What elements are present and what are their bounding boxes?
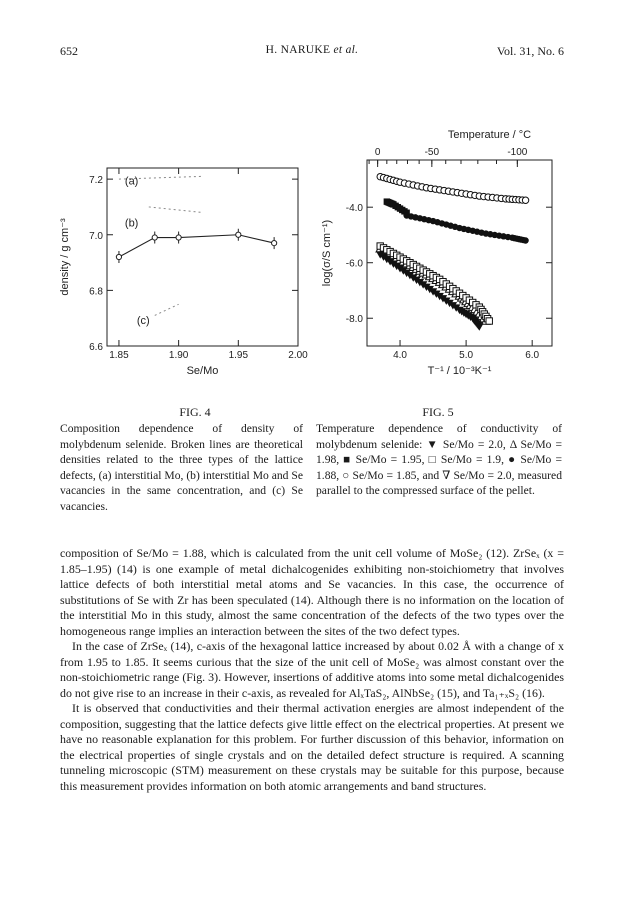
fig5-point-open-square (486, 318, 492, 324)
fig5-y-tick-label: -8.0 (345, 314, 363, 326)
fig4-series-line (119, 235, 274, 257)
fig4-label: FIG. 4 (179, 405, 211, 419)
fig5-x-axis-label: T⁻¹ / 10⁻³K⁻¹ (427, 365, 492, 377)
paragraph-2: In the case of ZrSeₓ (14), c-axis of the hexagonal lattice increased by about 0.02 Å with a change of x from 1.95 to 1.85. It seems curious that the size of the unit cell of MoSe₂ was almost constant over the non-stoichiometric range (Fig. 3). However, insertions of additive atoms into some metal dichalcogenides do not give rise to an increase in their c-axis, as revealed for AlₓTaS₂, AlNbSe₂ (15), and Ta₁₊ₓS₂ (16). (60, 639, 564, 700)
fig4-data-point (272, 240, 277, 245)
fig5-chart (310, 110, 590, 400)
fig4-data-point (176, 235, 181, 240)
fig4-x-tick-label: 1.95 (228, 350, 249, 361)
fig5-top-tick-label: 0 (374, 147, 381, 158)
fig5-y-axis-label: log(σ/S cm⁻¹) (321, 219, 333, 287)
fig5-point-filled-circle (522, 237, 528, 243)
fig4-data-point (236, 232, 241, 237)
fig5-top-axis-label: Temperature / °C (447, 129, 532, 141)
fig4-theory-line-c (155, 304, 179, 315)
fig4-x-axis-label: Se/Mo (186, 365, 219, 377)
fig4-curve-label-c: (c) (136, 314, 150, 327)
fig4-frame (107, 168, 298, 346)
fig4-y-tick-label: 7.0 (89, 230, 103, 242)
fig5-x-tick-label: 6.0 (525, 350, 540, 361)
paragraph-3: It is observed that conductivities and their thermal activation energies are almost independent of the composition, suggesting that the lattice defects give little effect on the electrical properties. At present we have no reasonable explanation for this problem. For further discussion of this behavior, information on the electrical properties of single crystals and on the detailed defect structure is required. A scanning tunneling microscopic (STM) measurement on these crystals may be suitable for this purpose, because this measurement provides information on both atomic arrangements and band structures. (60, 701, 564, 793)
fig4-y-tick-label: 6.6 (89, 342, 103, 353)
fig5-y-tick-label: -6.0 (345, 258, 363, 270)
fig5-x-tick-label: 5.0 (459, 350, 474, 361)
fig4-y-tick-label: 6.8 (89, 286, 103, 298)
body-text (60, 546, 564, 794)
fig4-caption: Composition dependence of density of molybdenum selenide. Broken lines are theoretical densities related to the three types of the lattice defects, (a) interstitial Mo, (b) interstitial Mo and Se vacancies in the same concentration, and (c) Se vacancies. (60, 422, 303, 513)
fig4-x-tick-label: 1.90 (168, 350, 189, 361)
fig4-y-axis-label: density / g cm⁻³ (59, 218, 71, 296)
fig4-theory-line-b (149, 207, 203, 213)
fig5-top-tick-label: -50 (424, 147, 440, 158)
volume-info: Vol. 31, No. 6 (496, 44, 564, 58)
fig4-data-point (116, 254, 121, 259)
fig5-label: FIG. 5 (422, 405, 454, 419)
paragraph-1: composition of Se/Mo = 1.88, which is calculated from the unit cell volume of MoSe₂ (12). ZrSeₓ (x = 1.85–1.95) (14) is one example of metal dichalcogenides exhibiting non-stoichiometry that involves lattice defects of both interstitial metal atoms and Se vacancies. In this case, the occurrence of substitutions of Se with Zr has been speculated (14). Although there is no information on the location of the interstitial Mo in this study, almost the same concentration of the defects of the two types over the homogeneous range implies an interaction between the sites of the two defect types. (60, 546, 564, 638)
fig4-x-tick-label: 1.85 (109, 350, 129, 361)
fig4-chart (50, 150, 320, 400)
fig4-curve-label-a: (a) (124, 175, 139, 188)
fig5-x-tick-label: 4.0 (393, 350, 407, 361)
fig5-y-tick-label: -4.0 (345, 203, 363, 215)
fig4-x-tick-label: 2.00 (288, 350, 308, 361)
fig5-top-tick-label: -100 (507, 147, 528, 158)
fig5-point-open-circle (522, 197, 528, 203)
fig4-data-point (152, 235, 157, 240)
header-authors: H. NARUKE (265, 44, 331, 56)
page-number: 652 (60, 44, 78, 58)
fig5-point-filled-triangle-down (475, 323, 483, 330)
fig5-caption: Temperature dependence of conductivity of molybdenum selenide: ▼ Se/Mo = 2.0, Δ Se/Mo = 1.98, ■ Se/Mo = 1.95, □ Se/Mo = 1.9, ● Se/Mo = 1.88, ○ Se/Mo = 1.85, and ∇ Se/Mo = 2.0, measured parallel to the compressed surface of the pellet. (316, 422, 562, 498)
fig4-y-tick-label: 7.2 (89, 175, 103, 187)
header-authors-suffix: et al. (333, 44, 359, 56)
fig4-curve-label-b: (b) (124, 217, 139, 230)
